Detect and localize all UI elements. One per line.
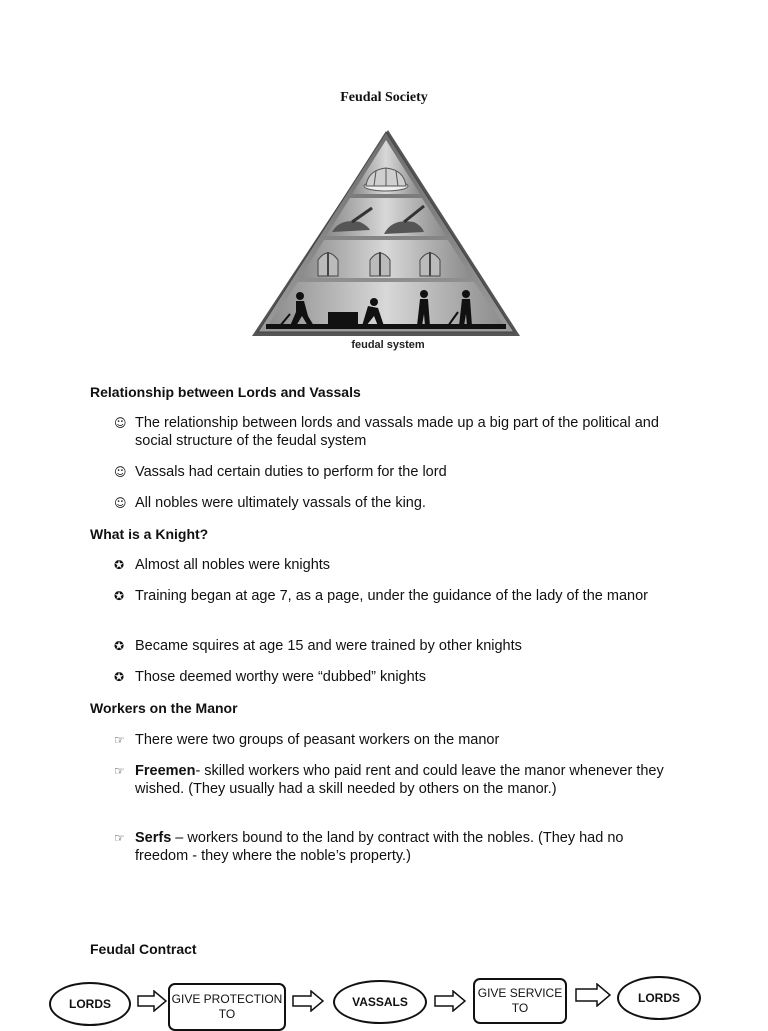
star-circle-icon: ✪	[114, 558, 125, 572]
smiley-icon: ☺	[114, 496, 127, 510]
list-item: ☞ Serfs – workers bound to the land by contract with the nobles. (They had no freedom - they where the noble’s property.)	[114, 830, 624, 864]
list-item: ☞ Freemen- skilled workers who paid rent and could leave the manor whenever they wished. (They usually had a skill needed by others on the manor.)	[114, 763, 664, 797]
feudal-pyramid-illustration	[244, 126, 532, 342]
list-item: ☺ All nobles were ultimately vassals of the king.	[114, 495, 426, 511]
pointing-hand-icon: ☞	[114, 831, 125, 845]
flow-node-lords-end: LORDS	[617, 976, 701, 1020]
page-title: Feudal Society	[340, 90, 428, 105]
section-heading-feudal-contract: Feudal Contract	[90, 941, 197, 957]
list-item: ☞ There were two groups of peasant workers on the manor	[114, 732, 500, 748]
section-heading-workers: Workers on the Manor	[90, 700, 238, 716]
figure-caption: feudal system	[351, 339, 425, 351]
flow-node-give-service: GIVE SERVICE TO	[473, 978, 567, 1024]
smiley-icon: ☺	[114, 465, 127, 479]
star-circle-icon: ✪	[114, 639, 125, 653]
pointing-hand-icon: ☞	[114, 764, 125, 778]
list-item: ☺ The relationship between lords and vassals made up a big part of the political and social structure of the feudal system	[114, 415, 659, 449]
right-arrow-icon	[575, 983, 611, 1007]
list-item: ☺ Vassals had certain duties to perform for the lord	[114, 464, 447, 480]
smiley-icon: ☺	[114, 416, 127, 430]
list-item: ✪ Those deemed worthy were “dubbed” knights	[114, 669, 426, 685]
list-item: ✪ Almost all nobles were knights	[114, 557, 331, 573]
flow-node-give-protection: GIVE PROTECTION TO	[168, 983, 286, 1031]
right-arrow-icon	[137, 990, 167, 1012]
section-heading-knight: What is a Knight?	[90, 526, 209, 542]
star-circle-icon: ✪	[114, 589, 125, 603]
right-arrow-icon	[434, 990, 466, 1012]
flow-node-lords: LORDS	[49, 982, 131, 1026]
flow-node-vassals: VASSALS	[333, 980, 427, 1024]
right-arrow-icon	[292, 990, 324, 1012]
list-item: ✪ Training began at age 7, as a page, under the guidance of the lady of the manor	[114, 588, 648, 604]
section-heading-lords-vassals: Relationship between Lords and Vassals	[90, 384, 361, 400]
star-circle-icon: ✪	[114, 670, 125, 684]
pointing-hand-icon: ☞	[114, 733, 125, 747]
list-item: ✪ Became squires at age 15 and were trained by other knights	[114, 638, 522, 654]
